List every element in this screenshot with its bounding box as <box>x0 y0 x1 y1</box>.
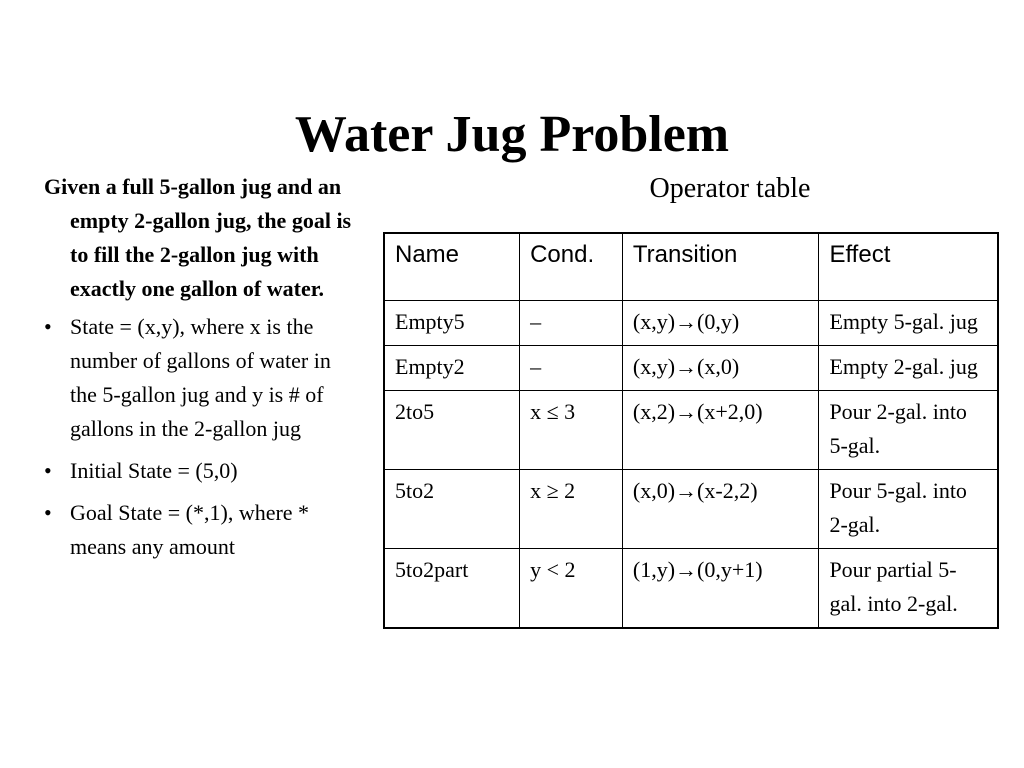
table-row <box>384 301 998 346</box>
operator-table <box>383 232 999 629</box>
bullet-marker: • <box>44 314 52 339</box>
column-header-cond: Cond. <box>520 233 623 301</box>
list-item <box>44 310 354 446</box>
table-row <box>384 391 998 470</box>
bullet-text: Initial State = (5,0) <box>70 458 238 483</box>
cell-cond: x ≥ 2 <box>520 470 623 549</box>
bullet-marker: • <box>44 500 52 525</box>
problem-intro <box>44 170 354 306</box>
bullet-list <box>44 310 354 564</box>
table-caption: Operator table <box>649 173 811 204</box>
cell-cond: y < 2 <box>520 549 623 629</box>
cell-name: Empty2 <box>384 346 520 391</box>
bullet-marker: • <box>44 458 52 483</box>
cell-effect: Empty 5-gal. jug <box>819 301 998 346</box>
list-item <box>44 454 354 488</box>
cell-transition: (1,y)→(0,y+1) <box>622 549 819 629</box>
cell-effect: Pour partial 5-gal. into 2-gal. <box>819 549 998 629</box>
cell-effect: Empty 2-gal. jug <box>819 346 998 391</box>
cell-transition: (x,y)→(x,0) <box>622 346 819 391</box>
bullet-text: State = (x,y), where x is the number of gallons of water in the 5-gallon jug and y is # of gallons in the 2-gallon jug <box>70 314 331 441</box>
intro-text: Given a full 5-gallon jug and an empty 2-gallon jug, the goal is to fill the 2-gallon jug with exactly one gallon of water. <box>44 174 352 301</box>
cell-name: 2to5 <box>384 391 520 470</box>
bullet-text: Goal State = (*,1), where * means any amount <box>70 500 310 559</box>
cell-name: 5to2 <box>384 470 520 549</box>
cell-cond: – <box>520 346 623 391</box>
cell-cond: – <box>520 301 623 346</box>
cell-transition: (x,y)→(0,y) <box>622 301 819 346</box>
table-row <box>384 549 998 629</box>
table-header-row <box>384 233 998 301</box>
column-header-name: Name <box>384 233 520 301</box>
list-item <box>44 496 354 564</box>
cell-transition: (x,0)→(x-2,2) <box>622 470 819 549</box>
column-header-effect: Effect <box>819 233 998 301</box>
table-row <box>384 470 998 549</box>
problem-description <box>44 170 354 572</box>
table-row <box>384 346 998 391</box>
slide-title: Water Jug Problem <box>294 106 730 163</box>
cell-effect: Pour 2-gal. into 5-gal. <box>819 391 998 470</box>
cell-cond: x ≤ 3 <box>520 391 623 470</box>
cell-transition: (x,2)→(x+2,0) <box>622 391 819 470</box>
cell-effect: Pour 5-gal. into 2-gal. <box>819 470 998 549</box>
column-header-transition: Transition <box>622 233 819 301</box>
cell-name: 5to2part <box>384 549 520 629</box>
cell-name: Empty5 <box>384 301 520 346</box>
